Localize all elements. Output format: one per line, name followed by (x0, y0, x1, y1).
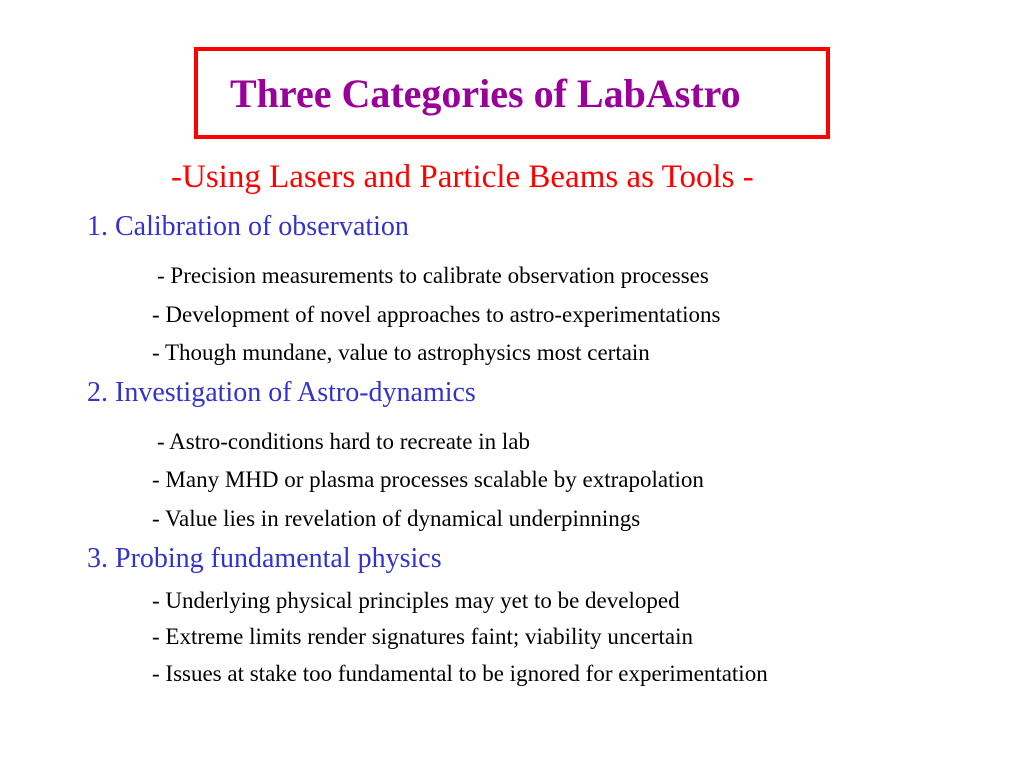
list-item: - Astro-conditions hard to recreate in lab (157, 429, 530, 454)
section-heading-calibration: 1. Calibration of observation (87, 211, 409, 242)
section-heading-astro-dynamics: 2. Investigation of Astro-dynamics (87, 377, 476, 408)
slide-subtitle: -Using Lasers and Particle Beams as Tools - (171, 159, 754, 195)
list-item: - Underlying physical principles may yet to be developed (152, 588, 680, 613)
section-heading-fundamental-physics: 3. Probing fundamental physics (87, 543, 442, 574)
list-item: - Development of novel approaches to astro-experimentations (152, 302, 721, 327)
list-item: - Issues at stake too fundamental to be ignored for experimentation (152, 661, 768, 686)
list-item: - Precision measurements to calibrate observation processes (157, 263, 709, 288)
list-item: - Many MHD or plasma processes scalable by extrapolation (152, 467, 704, 492)
list-item: - Extreme limits render signatures faint; viability uncertain (152, 624, 693, 649)
slide-title: Three Categories of LabAstro (230, 71, 741, 116)
list-item: - Though mundane, value to astrophysics most certain (152, 340, 650, 365)
list-item: - Value lies in revelation of dynamical underpinnings (152, 506, 641, 531)
